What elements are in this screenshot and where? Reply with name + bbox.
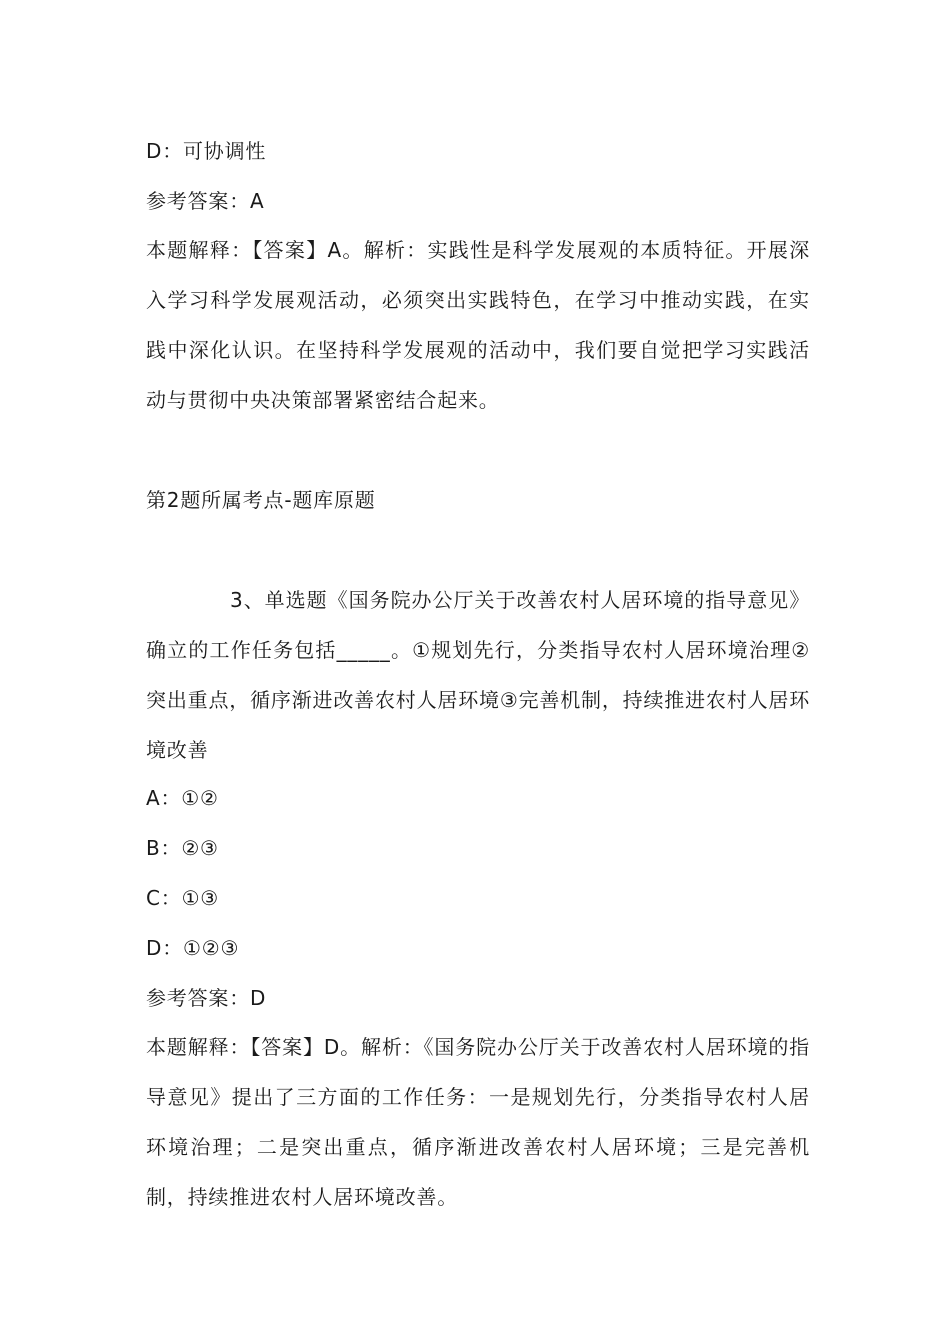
q3-option-b: B：②③	[146, 836, 219, 860]
q2-option-d: D：可协调性	[146, 139, 267, 163]
q3-stem: 3、单选题《国务院办公厅关于改善农村人居环境的指导意见》确立的工作任务包括_____。①规划先行，分类指导农村人居环境治理②突出重点，循序渐进改善农村人居环境③完善机制，持续推进农村人居环境改善	[146, 588, 810, 762]
q3-explanation: 本题解释：【答案】D。解析：《国务院办公厅关于改善农村人居环境的指导意见》提出了三方面的工作任务：一是规划先行，分类指导农村人居环境治理；二是突出重点，循序渐进改善农村人居环境；三是完善机制，持续推进农村人居环境改善。	[146, 1035, 810, 1209]
q3-option-a: A：①②	[146, 786, 219, 810]
q3-answer: 参考答案：D	[146, 986, 267, 1010]
q2-explanation: 本题解释：【答案】A。解析：实践性是科学发展观的本质特征。开展深入学习科学发展观活动，必须突出实践特色，在学习中推动实践，在实践中深化认识。在坚持科学发展观的活动中，我们要自觉把学习实践活动与贯彻中央决策部署紧密结合起来。	[146, 238, 810, 412]
q2-knowledge-point: 第2题所属考点-题库原题	[146, 488, 376, 512]
q3-option-c: C：①③	[146, 886, 220, 910]
q2-answer: 参考答案：A	[146, 189, 265, 213]
q3-option-d: D：①②③	[146, 936, 240, 960]
